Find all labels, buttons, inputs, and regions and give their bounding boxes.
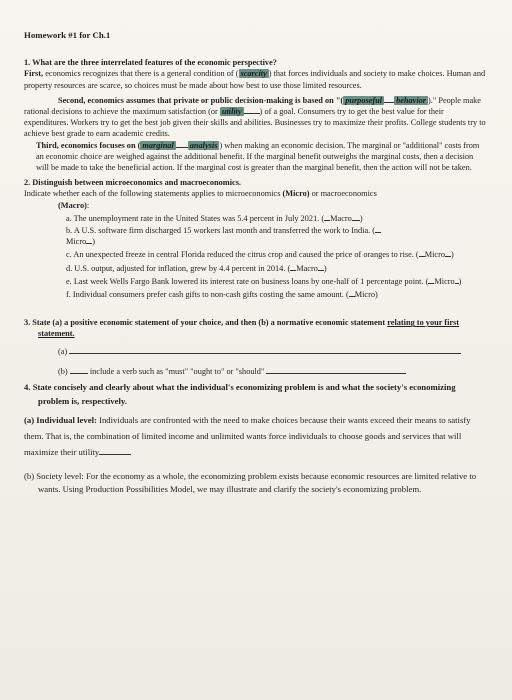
- question-2-heading: 2. Distinguish between microeconomics and macroeconomics.: [24, 178, 242, 188]
- q3-part-b: [24, 365, 486, 377]
- answer-purposeful: purposeful: [345, 95, 383, 105]
- answer-utility: utility: [221, 107, 242, 117]
- q3-b-label: (b): [58, 366, 68, 376]
- q4-society-level: (b) Society level: For the economy as a whole, the economizing problem exists because economic resources are limited relative to wants. Using Production Possibilities Model, we may illustrate and clarify the society's economizing problem.: [24, 471, 477, 494]
- question-2: [24, 177, 486, 300]
- q1-third-paragraph: Third, economics focuses on ( marginal analysis ) when making an economic decision. The marginal or "additional" costs from an economic choice are weighed against the additional benefit. If the marginal benefit outweighs the marginal costs, then a decision will be made to take the beneficial action. If the marginal cost is greater than the marginal benefit, then the action will not be taken.: [36, 140, 480, 173]
- q3-b-answer-line[interactable]: [266, 365, 406, 374]
- q2-answer-e: Micro: [434, 276, 455, 286]
- q3-b-instruction: include a verb such as "must" "ought to" or "should": [89, 366, 265, 376]
- q1-second-paragraph: Second, economics assumes that private or public decision-making is based on "( purposeful behavior )." People make rational decisions to achieve the maximum satisfaction (or utility ) of a goal. Consumers try to get the best value for their expenditures. Workers try to get the best job given their skills and abilities. Businesses try to maximize their profits. College students try to achieve best grade to earn academic credits.: [24, 95, 486, 139]
- q1-first-paragraph: First, economics recognizes that there is a general condition of ( scarcity ) that forces individuals and society to make choices. Human and property resources are scarce, so choices must be made about how best to use those limited resources.: [24, 69, 486, 90]
- question-3: [24, 317, 486, 377]
- q3-part-a: [24, 345, 486, 357]
- q4-individual-level: (a) Individual level: Individuals are confronted with the need to make choices because their wants exceed their means to satisfy them. That is, the combination of limited income and unlimited wants force individuals to choose goods and services that will maximize their utility: [24, 415, 471, 458]
- page-title: Homework #1 for Ch.1: [24, 30, 111, 40]
- q2-answer-f: Micro: [354, 290, 375, 300]
- answer-scarcity: scarcity: [240, 69, 267, 79]
- q1-first-label: First,: [24, 69, 44, 79]
- q2-answer-a: Macro: [330, 213, 352, 223]
- q2-item-e: e. Last week Wells Fargo Bank lowered its interest rate on business loans by one-half of 1 percentage point. ( Micro ): [66, 276, 462, 286]
- q3-a-answer-line[interactable]: [69, 345, 461, 354]
- q2-item-b: b. A U.S. software firm discharged 15 workers last month and transferred the work to India. ( Micro ): [24, 225, 486, 247]
- q2-answer-d: Macro: [296, 263, 318, 273]
- q2-answer-b: Micro: [66, 237, 87, 247]
- q2-answer-c: Micro: [424, 250, 445, 260]
- answer-marginal: marginal: [142, 140, 174, 150]
- q2-item-a: a. The unemployment rate in the United States was 5.4 percent in July 2021. ( Macro ): [66, 213, 363, 223]
- q2-item-d: d. U.S. output, adjusted for inflation, grew by 4.4 percent in 2014. ( Macro ): [66, 263, 327, 273]
- q3-a-label: (a): [58, 346, 68, 356]
- question-3-heading: 3. State (a) a positive economic statement of your choice, and then (b) a normative economic statement relating to your first statement.: [24, 318, 460, 339]
- q2-instructions: Indicate whether each of the following statements applies to microeconomics (Micro) or macroeconomics (Macro):: [24, 189, 377, 210]
- question-1: [24, 57, 486, 173]
- q2-item-f: f. Individual consumers prefer cash gifts to non-cash gifts costing the same amount. ( Micro): [66, 290, 378, 300]
- q2-statement-list: [24, 213, 486, 300]
- question-4: [24, 381, 486, 495]
- answer-analysis: analysis: [189, 140, 218, 150]
- answer-behavior: behavior: [396, 95, 427, 105]
- question-1-heading: 1. What are the three interrelated features of the economic perspective?: [24, 58, 277, 68]
- q2-item-c: c. An unexpected freeze in central Florida reduced the citrus crop and caused the price of oranges to rise. ( Micro ): [66, 250, 454, 260]
- question-4-heading: 4. State concisely and clearly about what the individual's economizing problem is and what the society's economizing problem is, respectively.: [24, 382, 456, 406]
